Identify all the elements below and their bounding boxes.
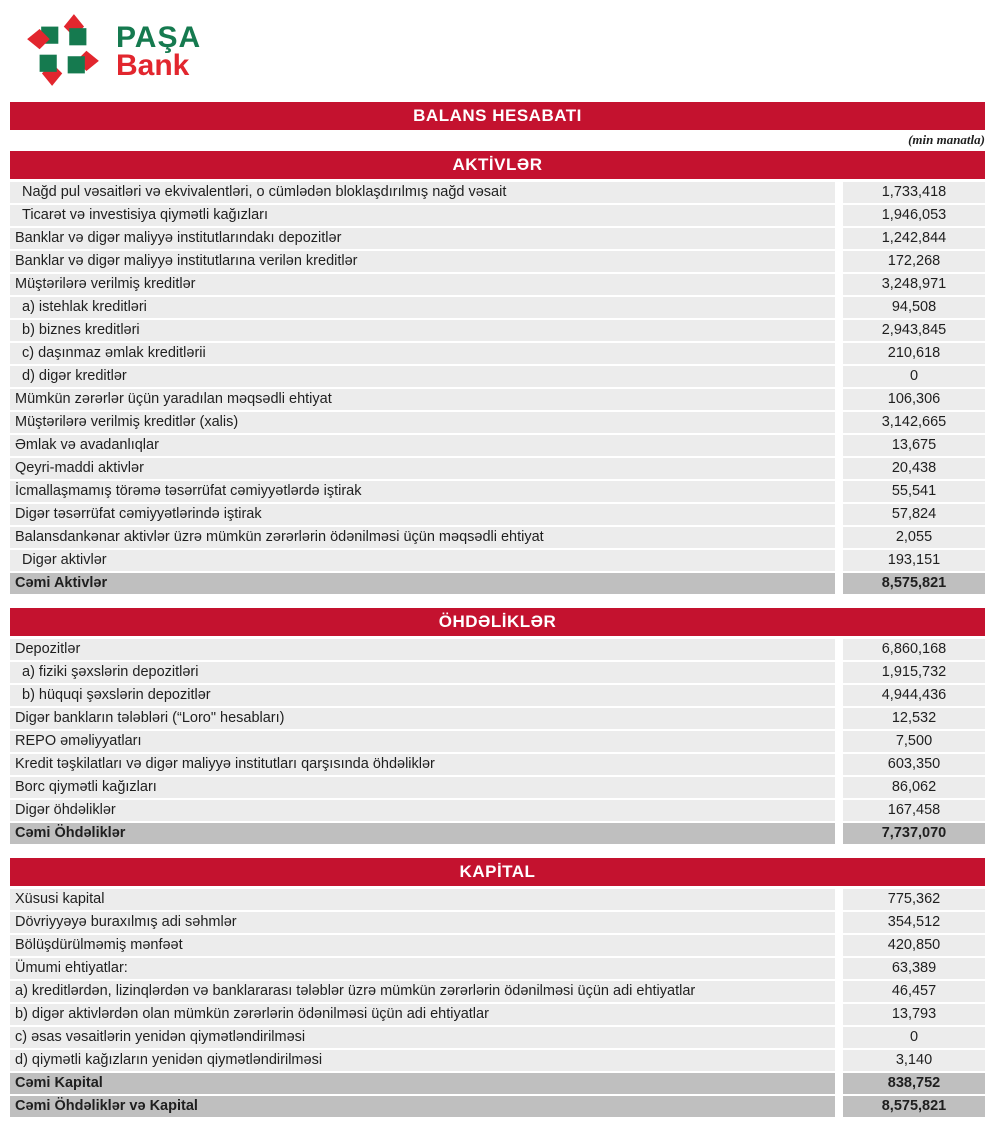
table-row — [10, 912, 985, 933]
table-row — [10, 935, 985, 956]
row-label: Cəmi Kapital — [10, 1073, 835, 1094]
row-label: Müştərilərə verilmiş kreditlər (xalis) — [10, 412, 835, 433]
row-value: 86,062 — [843, 777, 985, 798]
row-value: 172,268 — [843, 251, 985, 272]
row-value: 13,675 — [843, 435, 985, 456]
bank-name-top: PAŞA — [116, 20, 202, 54]
table-row — [10, 527, 985, 548]
row-label: İcmallaşmamış törəmə təsərrüfat cəmiyyətlərdə iştirak — [10, 481, 835, 502]
report-title: BALANS HESABATI — [10, 102, 985, 130]
table-row — [10, 800, 985, 821]
table-row — [10, 274, 985, 295]
row-label: Nağd pul vəsaitləri və ekvivalentləri, o cümlədən bloklaşdırılmış nağd vəsait — [10, 182, 835, 203]
row-label: Balansdankənar aktivlər üzrə mümkün zərərlərin ödənilməsi üçün məqsədli ehtiyat — [10, 527, 835, 548]
row-value: 2,055 — [843, 527, 985, 548]
table-row — [10, 958, 985, 979]
table-row — [10, 458, 985, 479]
table-row — [10, 550, 985, 571]
row-label: a) kreditlərdən, lizinqlərdən və banklararası tələblər üzrə mümkün zərərlərin ödənilməsi üçün adi ehtiyatlar — [10, 981, 835, 1002]
row-value: 106,306 — [843, 389, 985, 410]
row-label: Banklar və digər maliyyə institutlarına verilən kreditlər — [10, 251, 835, 272]
row-label: Cəmi Aktivlər — [10, 573, 835, 594]
row-value: 420,850 — [843, 935, 985, 956]
table-row — [10, 708, 985, 729]
row-value: 6,860,168 — [843, 639, 985, 660]
row-value: 193,151 — [843, 550, 985, 571]
row-label: Ticarət və investisiya qiymətli kağızları — [10, 205, 835, 226]
section-body — [10, 889, 985, 1117]
row-value: 838,752 — [843, 1073, 985, 1094]
row-value: 8,575,821 — [843, 1096, 985, 1117]
row-value: 354,512 — [843, 912, 985, 933]
table-row — [10, 504, 985, 525]
row-label: b) digər aktivlərdən olan mümkün zərərlərin ödənilməsi üçün adi ehtiyatlar — [10, 1004, 835, 1025]
table-row — [10, 1096, 985, 1117]
row-label: Depozitlər — [10, 639, 835, 660]
table-row — [10, 1027, 985, 1048]
table-row — [10, 823, 985, 844]
table-row — [10, 366, 985, 387]
table-row — [10, 297, 985, 318]
table-row — [10, 435, 985, 456]
row-value: 775,362 — [843, 889, 985, 910]
row-label: REPO əməliyyatları — [10, 731, 835, 752]
table-row — [10, 981, 985, 1002]
table-row — [10, 889, 985, 910]
table-row — [10, 205, 985, 226]
row-value: 7,737,070 — [843, 823, 985, 844]
bank-logo — [24, 12, 985, 92]
row-label: b) hüquqi şəxslərin depozitlər — [10, 685, 835, 706]
unit-note: (min manatla) — [908, 132, 985, 147]
row-label: Müştərilərə verilmiş kreditlər — [10, 274, 835, 295]
row-value: 55,541 — [843, 481, 985, 502]
table-row — [10, 1050, 985, 1071]
table-section — [10, 151, 985, 594]
table-row — [10, 251, 985, 272]
table-row — [10, 343, 985, 364]
row-value: 3,142,665 — [843, 412, 985, 433]
row-value: 0 — [843, 366, 985, 387]
table-row — [10, 573, 985, 594]
table-row — [10, 685, 985, 706]
row-label: Banklar və digər maliyyə institutlarındakı depozitlər — [10, 228, 835, 249]
pasha-bank-pinwheel-icon — [24, 11, 102, 94]
bank-name-bottom: Bank — [116, 49, 190, 82]
row-label: b) biznes kreditləri — [10, 320, 835, 341]
row-value: 7,500 — [843, 731, 985, 752]
row-label: Digər öhdəliklər — [10, 800, 835, 821]
table-row — [10, 389, 985, 410]
row-value: 13,793 — [843, 1004, 985, 1025]
table-section — [10, 608, 985, 844]
row-value: 1,946,053 — [843, 205, 985, 226]
row-value: 4,944,436 — [843, 685, 985, 706]
row-label: Dövriyyəyə buraxılmış adi səhmlər — [10, 912, 835, 933]
row-label: Əmlak və avadanlıqlar — [10, 435, 835, 456]
section-title: AKTİVLƏR — [10, 151, 985, 179]
row-value: 12,532 — [843, 708, 985, 729]
row-label: Qeyri-maddi aktivlər — [10, 458, 835, 479]
row-value: 3,140 — [843, 1050, 985, 1071]
row-value: 8,575,821 — [843, 573, 985, 594]
table-row — [10, 182, 985, 203]
row-label: a) istehlak kreditləri — [10, 297, 835, 318]
row-label: c) daşınmaz əmlak kreditlərii — [10, 343, 835, 364]
row-label: Kredit təşkilatları və digər maliyyə institutları qarşısında öhdəliklər — [10, 754, 835, 775]
table-row — [10, 1004, 985, 1025]
row-label: d) qiymətli kağızların yenidən qiymətləndirilməsi — [10, 1050, 835, 1071]
row-value: 57,824 — [843, 504, 985, 525]
row-label: Mümkün zərərlər üçün yaradılan məqsədli ehtiyat — [10, 389, 835, 410]
table-row — [10, 481, 985, 502]
table-row — [10, 731, 985, 752]
section-body — [10, 182, 985, 594]
row-value: 63,389 — [843, 958, 985, 979]
row-label: Ümumi ehtiyatlar: — [10, 958, 835, 979]
table-row — [10, 777, 985, 798]
bank-logo-text — [116, 20, 202, 82]
row-label: Digər təsərrüfat cəmiyyətlərində iştirak — [10, 504, 835, 525]
table-row — [10, 228, 985, 249]
row-label: Bölüşdürülməmiş mənfəət — [10, 935, 835, 956]
table-row — [10, 662, 985, 683]
section-title: KAPİTAL — [10, 858, 985, 886]
row-value: 603,350 — [843, 754, 985, 775]
row-value: 1,915,732 — [843, 662, 985, 683]
row-value: 1,733,418 — [843, 182, 985, 203]
row-label: Digər bankların tələbləri (“Loro" hesabları) — [10, 708, 835, 729]
table-row — [10, 1073, 985, 1094]
table-row — [10, 320, 985, 341]
row-value: 210,618 — [843, 343, 985, 364]
section-title: ÖHDƏLİKLƏR — [10, 608, 985, 636]
row-label: d) digər kreditlər — [10, 366, 835, 387]
row-value: 20,438 — [843, 458, 985, 479]
table-section — [10, 858, 985, 1117]
table-row — [10, 754, 985, 775]
row-label: Cəmi Öhdəliklər — [10, 823, 835, 844]
row-value: 1,242,844 — [843, 228, 985, 249]
row-value: 2,943,845 — [843, 320, 985, 341]
row-value: 0 — [843, 1027, 985, 1048]
row-label: c) əsas vəsaitlərin yenidən qiymətləndirilməsi — [10, 1027, 835, 1048]
section-body — [10, 639, 985, 844]
row-label: Xüsusi kapital — [10, 889, 835, 910]
table-row — [10, 639, 985, 660]
row-label: a) fiziki şəxslərin depozitləri — [10, 662, 835, 683]
table-row — [10, 412, 985, 433]
sections — [10, 151, 985, 1117]
row-value: 3,248,971 — [843, 274, 985, 295]
row-label: Digər aktivlər — [10, 550, 835, 571]
row-value: 167,458 — [843, 800, 985, 821]
row-value: 46,457 — [843, 981, 985, 1002]
row-label: Borc qiymətli kağızları — [10, 777, 835, 798]
row-value: 94,508 — [843, 297, 985, 318]
row-label: Cəmi Öhdəliklər və Kapital — [10, 1096, 835, 1117]
